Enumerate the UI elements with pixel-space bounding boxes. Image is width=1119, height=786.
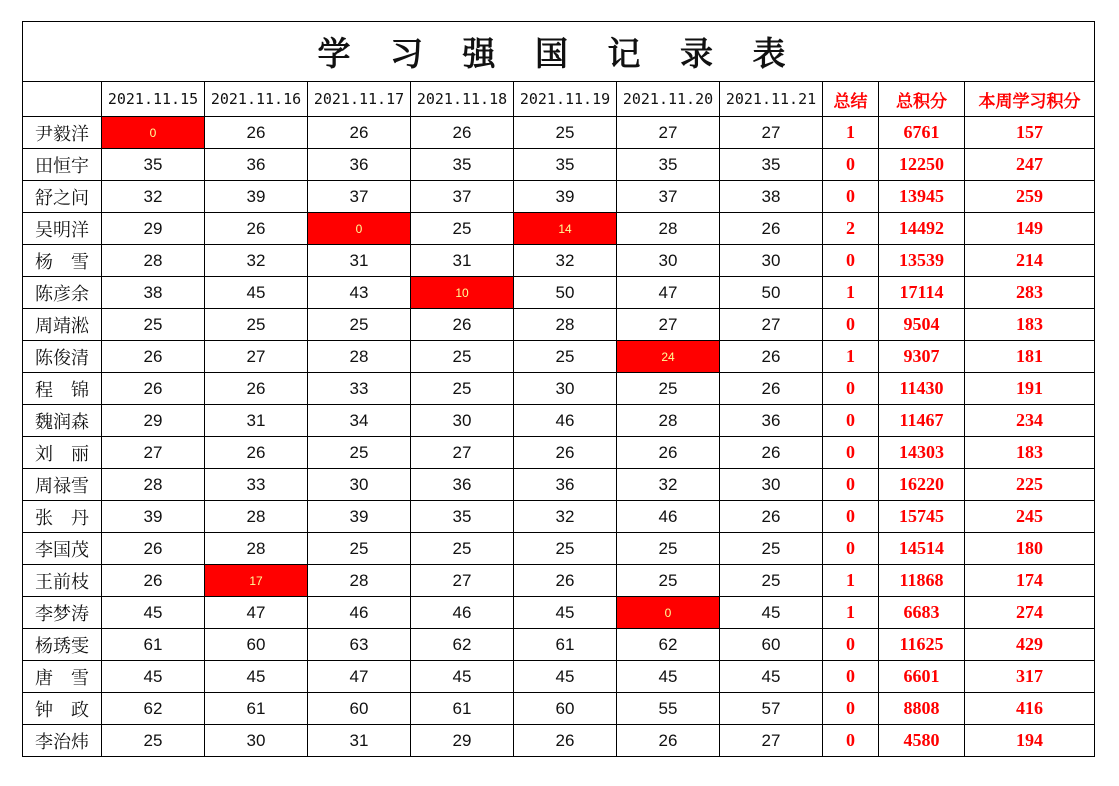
total-cell: 9307 [879,341,965,373]
score-cell: 60 [205,629,308,661]
score-cell: 33 [308,373,411,405]
table-row [23,693,1095,725]
table-row [23,565,1095,597]
header-date: 2021.11.16 [205,82,308,117]
score-cell: 35 [720,149,823,181]
score-cell: 37 [617,181,720,213]
score-cell: 28 [617,405,720,437]
score-cell: 25 [720,533,823,565]
score-cell: 26 [102,341,205,373]
score-cell: 45 [720,661,823,693]
score-cell: 62 [102,693,205,725]
score-cell: 31 [308,725,411,757]
score-cell: 28 [102,469,205,501]
summary-cell: 1 [823,117,879,149]
score-cell: 27 [720,117,823,149]
student-name: 魏润森 [23,405,102,437]
summary-cell: 0 [823,149,879,181]
score-cell: 39 [308,501,411,533]
score-cell: 45 [411,661,514,693]
score-cell: 28 [205,501,308,533]
total-cell: 6601 [879,661,965,693]
summary-cell: 0 [823,181,879,213]
week-cell: 247 [965,149,1095,181]
table-row [23,725,1095,757]
total-cell: 4580 [879,725,965,757]
score-cell: 45 [514,661,617,693]
total-cell: 13539 [879,245,965,277]
student-name: 李梦涛 [23,597,102,629]
week-cell: 317 [965,661,1095,693]
score-cell: 32 [514,501,617,533]
score-cell: 27 [617,309,720,341]
table-row [23,309,1095,341]
score-cell: 26 [102,533,205,565]
summary-cell: 0 [823,469,879,501]
student-name: 吴明洋 [23,213,102,245]
score-cell: 61 [411,693,514,725]
score-cell: 25 [720,565,823,597]
score-cell: 25 [411,213,514,245]
week-cell: 283 [965,277,1095,309]
score-cell: 60 [720,629,823,661]
summary-cell: 0 [823,437,879,469]
score-cell: 37 [308,181,411,213]
score-cell: 27 [102,437,205,469]
table-row [23,597,1095,629]
score-cell: 43 [308,277,411,309]
score-cell: 45 [720,597,823,629]
score-cell: 28 [308,565,411,597]
total-cell: 14492 [879,213,965,245]
student-name: 陈俊清 [23,341,102,373]
score-cell: 61 [514,629,617,661]
table-row [23,373,1095,405]
score-cell: 26 [205,373,308,405]
total-cell: 16220 [879,469,965,501]
score-cell: 32 [514,245,617,277]
summary-cell: 1 [823,565,879,597]
student-name: 尹毅洋 [23,117,102,149]
score-cell: 31 [308,245,411,277]
summary-cell: 0 [823,501,879,533]
score-cell: 26 [205,213,308,245]
table-row [23,181,1095,213]
student-name: 舒之问 [23,181,102,213]
week-cell: 416 [965,693,1095,725]
table-row [23,469,1095,501]
score-cell: 28 [514,309,617,341]
summary-cell: 0 [823,405,879,437]
total-cell: 15745 [879,501,965,533]
score-cell: 28 [308,341,411,373]
total-cell: 8808 [879,693,965,725]
score-cell: 61 [102,629,205,661]
score-cell: 45 [205,661,308,693]
score-cell: 29 [411,725,514,757]
score-cell: 25 [514,533,617,565]
student-name: 陈彦余 [23,277,102,309]
score-cell: 45 [102,661,205,693]
header-date: 2021.11.15 [102,82,205,117]
score-cell: 27 [720,309,823,341]
score-cell: 36 [205,149,308,181]
week-cell: 181 [965,341,1095,373]
score-cell: 28 [205,533,308,565]
score-cell: 39 [102,501,205,533]
score-cell-missed: 0 [617,597,720,629]
score-cell: 25 [308,533,411,565]
total-cell: 14303 [879,437,965,469]
score-cell: 26 [102,373,205,405]
score-cell: 26 [617,437,720,469]
score-cell: 30 [308,469,411,501]
score-cell: 50 [720,277,823,309]
week-cell: 191 [965,373,1095,405]
summary-cell: 0 [823,693,879,725]
score-cell: 60 [308,693,411,725]
header-row [23,82,1095,117]
score-cell: 27 [205,341,308,373]
score-cell: 25 [411,533,514,565]
student-name: 田恒宇 [23,149,102,181]
student-name: 李治炜 [23,725,102,757]
score-cell: 45 [205,277,308,309]
score-cell: 35 [411,501,514,533]
score-cell: 25 [514,117,617,149]
score-cell: 28 [102,245,205,277]
score-cell: 25 [411,341,514,373]
summary-cell: 0 [823,245,879,277]
header-summary: 总结 [823,82,879,117]
score-cell: 35 [617,149,720,181]
header-date: 2021.11.19 [514,82,617,117]
week-cell: 183 [965,437,1095,469]
week-cell: 234 [965,405,1095,437]
total-cell: 11467 [879,405,965,437]
header-corner [23,82,102,117]
summary-cell: 2 [823,213,879,245]
score-cell: 38 [720,181,823,213]
summary-cell: 1 [823,341,879,373]
total-cell: 6683 [879,597,965,629]
total-cell: 11430 [879,373,965,405]
student-name: 钟 政 [23,693,102,725]
table-row [23,117,1095,149]
table-row [23,213,1095,245]
table-row [23,405,1095,437]
score-cell: 27 [617,117,720,149]
score-cell: 47 [308,661,411,693]
score-cell: 32 [102,181,205,213]
week-cell: 225 [965,469,1095,501]
score-cell: 26 [720,501,823,533]
score-cell: 45 [514,597,617,629]
score-cell: 26 [720,437,823,469]
score-cell: 60 [514,693,617,725]
header-total: 总积分 [879,82,965,117]
score-cell: 25 [411,373,514,405]
score-cell: 26 [617,725,720,757]
score-cell: 26 [205,437,308,469]
header-date: 2021.11.21 [720,82,823,117]
score-cell: 25 [308,437,411,469]
student-name: 王前枝 [23,565,102,597]
score-cell: 63 [308,629,411,661]
total-cell: 14514 [879,533,965,565]
score-cell: 27 [411,437,514,469]
summary-cell: 0 [823,373,879,405]
score-cell: 30 [411,405,514,437]
score-cell: 61 [205,693,308,725]
student-name: 刘 丽 [23,437,102,469]
summary-cell: 1 [823,277,879,309]
score-cell: 46 [514,405,617,437]
table-row [23,629,1095,661]
score-cell: 35 [411,149,514,181]
table-row [23,245,1095,277]
score-cell: 30 [720,245,823,277]
score-cell-missed: 14 [514,213,617,245]
score-cell: 25 [617,565,720,597]
table-row [23,341,1095,373]
score-cell: 25 [205,309,308,341]
score-cell: 26 [720,341,823,373]
score-cell: 46 [308,597,411,629]
total-cell: 12250 [879,149,965,181]
score-cell: 36 [411,469,514,501]
score-cell: 26 [514,725,617,757]
score-cell: 26 [205,117,308,149]
score-cell: 33 [205,469,308,501]
student-name: 唐 雪 [23,661,102,693]
total-cell: 11868 [879,565,965,597]
week-cell: 194 [965,725,1095,757]
summary-cell: 0 [823,533,879,565]
score-cell: 25 [308,309,411,341]
score-cell: 32 [617,469,720,501]
score-cell-missed: 0 [102,117,205,149]
score-cell: 30 [205,725,308,757]
score-cell: 55 [617,693,720,725]
header-date: 2021.11.20 [617,82,720,117]
score-cell: 45 [102,597,205,629]
table-row [23,277,1095,309]
score-cell: 39 [205,181,308,213]
score-cell: 31 [411,245,514,277]
score-cell-missed: 17 [205,565,308,597]
score-cell: 35 [514,149,617,181]
score-cell: 26 [514,565,617,597]
score-cell: 25 [514,341,617,373]
score-cell: 26 [514,437,617,469]
page-title: 学 习 强 国 记 录 表 [23,22,1095,82]
score-cell: 36 [720,405,823,437]
total-cell: 17114 [879,277,965,309]
table-row [23,437,1095,469]
student-name: 李国茂 [23,533,102,565]
title-row [23,22,1095,82]
score-cell: 47 [617,277,720,309]
header-date: 2021.11.17 [308,82,411,117]
score-cell: 25 [617,533,720,565]
table-row [23,533,1095,565]
score-cell-missed: 24 [617,341,720,373]
header-date: 2021.11.18 [411,82,514,117]
score-cell: 30 [617,245,720,277]
score-cell: 57 [720,693,823,725]
week-cell: 149 [965,213,1095,245]
score-cell: 29 [102,213,205,245]
score-cell: 29 [102,405,205,437]
total-cell: 11625 [879,629,965,661]
score-cell: 50 [514,277,617,309]
student-name: 张 丹 [23,501,102,533]
week-cell: 157 [965,117,1095,149]
score-cell: 25 [617,373,720,405]
score-cell: 28 [617,213,720,245]
summary-cell: 0 [823,725,879,757]
total-cell: 13945 [879,181,965,213]
score-cell: 25 [102,309,205,341]
score-cell: 38 [102,277,205,309]
score-cell: 46 [617,501,720,533]
header-week: 本周学习积分 [965,82,1095,117]
week-cell: 183 [965,309,1095,341]
score-cell: 35 [102,149,205,181]
total-cell: 6761 [879,117,965,149]
score-cell: 36 [514,469,617,501]
week-cell: 174 [965,565,1095,597]
score-cell: 27 [411,565,514,597]
score-cell: 39 [514,181,617,213]
score-cell: 26 [720,373,823,405]
week-cell: 180 [965,533,1095,565]
summary-cell: 1 [823,597,879,629]
week-cell: 259 [965,181,1095,213]
score-cell: 37 [411,181,514,213]
score-cell-missed: 0 [308,213,411,245]
student-name: 周禄雪 [23,469,102,501]
score-cell: 34 [308,405,411,437]
record-table [22,21,1095,757]
week-cell: 274 [965,597,1095,629]
week-cell: 245 [965,501,1095,533]
week-cell: 214 [965,245,1095,277]
summary-cell: 0 [823,309,879,341]
week-cell: 429 [965,629,1095,661]
score-cell: 62 [411,629,514,661]
score-cell: 30 [514,373,617,405]
student-name: 程 锦 [23,373,102,405]
student-name: 杨琇雯 [23,629,102,661]
score-cell: 26 [308,117,411,149]
score-cell: 31 [205,405,308,437]
score-cell: 46 [411,597,514,629]
table-row [23,501,1095,533]
score-cell: 45 [617,661,720,693]
table-row [23,661,1095,693]
score-cell: 26 [411,309,514,341]
table-row [23,149,1095,181]
score-cell: 30 [720,469,823,501]
total-cell: 9504 [879,309,965,341]
score-cell: 26 [411,117,514,149]
score-cell: 26 [102,565,205,597]
summary-cell: 0 [823,661,879,693]
score-cell: 25 [102,725,205,757]
student-name: 杨 雪 [23,245,102,277]
score-cell: 27 [720,725,823,757]
score-cell: 62 [617,629,720,661]
student-name: 周靖淞 [23,309,102,341]
score-cell: 36 [308,149,411,181]
score-cell: 47 [205,597,308,629]
score-cell: 32 [205,245,308,277]
score-cell-missed: 10 [411,277,514,309]
score-cell: 26 [720,213,823,245]
summary-cell: 0 [823,629,879,661]
